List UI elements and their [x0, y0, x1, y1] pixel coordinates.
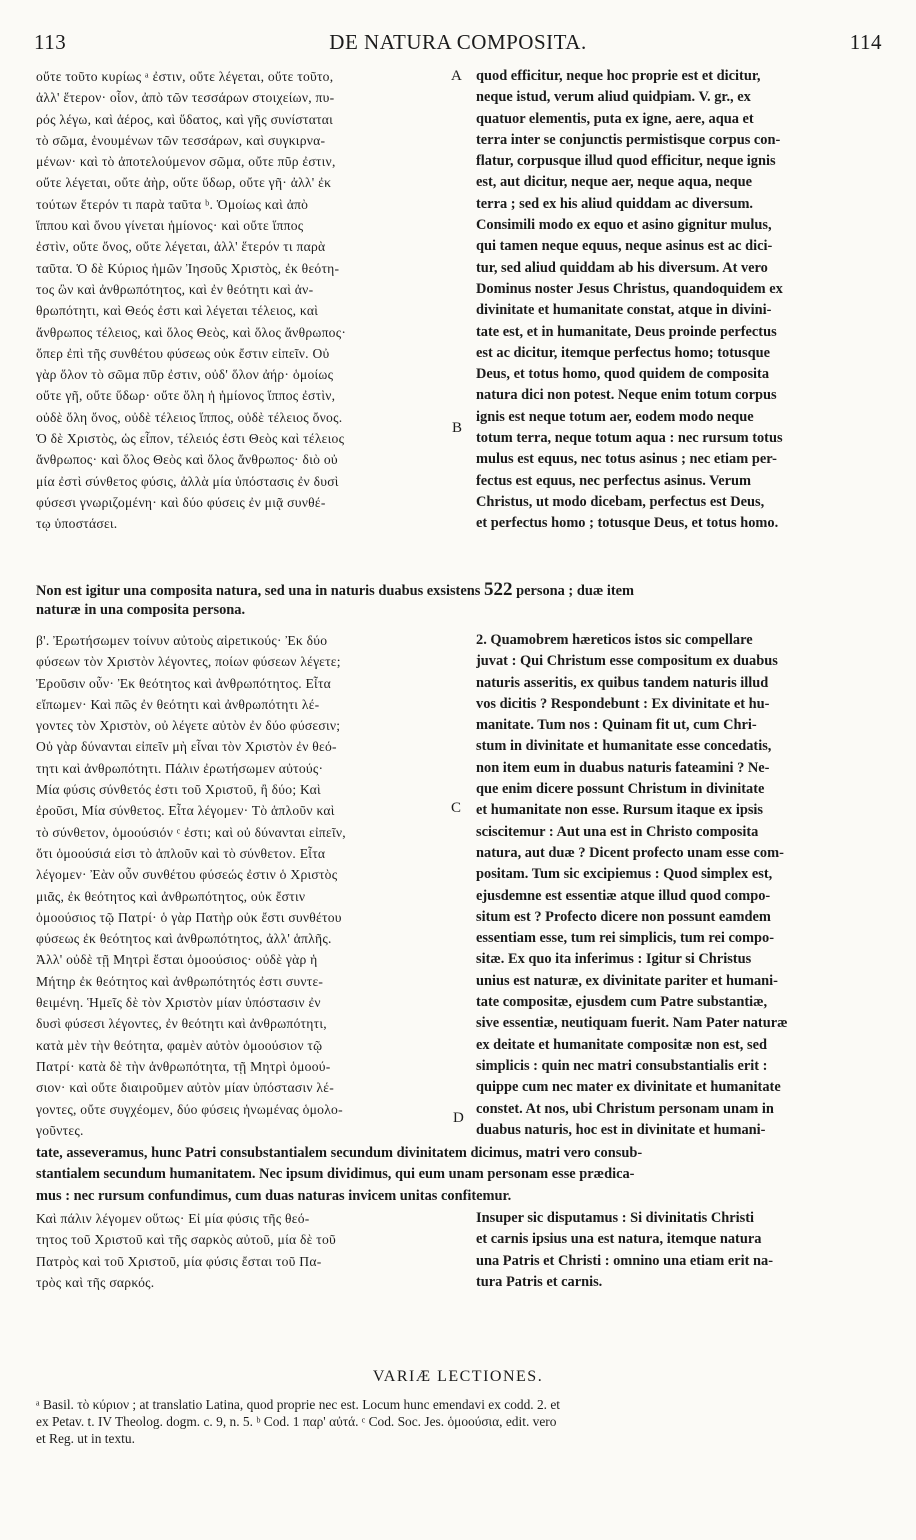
- text-line: Ἐροῦσιν οὖν· Ἐκ θεότητος καὶ ἀνθρωπότητος. Εἶτα: [36, 675, 332, 691]
- text-line: κατὰ μὲν τὴν θεότητα, φαμὲν αὐτὸν ὁμοούσιον τῷ: [36, 1037, 323, 1053]
- text-line: Μήτηρ ἐκ θεότητος καὶ ἀνθρωπότητός ἐστι συντε-: [36, 973, 324, 989]
- text-line: οὔτε τοῦτο κυρίως ᵃ ἐστιν, οὔτε λέγεται, οὔτε τοῦτο,: [36, 69, 334, 84]
- greek-column-section-2: [36, 630, 466, 1141]
- text-line: γοντες, οὔτε συγχέομεν, δύο φύσεις ἡνωμένας ὁμολο-: [36, 1101, 343, 1117]
- column-number: 522: [483, 579, 513, 600]
- text-line: [36, 579, 882, 600]
- text-line: non item eum in duabus naturis fateamini ? Ne-: [476, 759, 770, 776]
- page-number-left: 113: [34, 30, 67, 54]
- text-line: τὸ σύνθετον, ὁμοούσιόν ᶜ ἐστι; καὶ οὐ δύνανται εἰπεῖν,: [36, 824, 346, 840]
- text-line: Ὁ δὲ Χριστὸς, ὡς εἶπον, τέλειός ἐστι Θεὸς καὶ τέλειος: [36, 431, 345, 447]
- text-line: γοῦντες.: [36, 1122, 84, 1138]
- margin-marker-b: B: [452, 420, 463, 436]
- greek-column-section-1: [36, 66, 466, 535]
- text-line: Consimili modo ex equo et asino gignitur mulus,: [476, 217, 772, 234]
- text-line: situm est ? Profecto dicere non possunt eamdem: [476, 908, 771, 925]
- text-line: ἄνθρωπος· καὶ ὅλος Θεὸς καὶ ὅλος ἄνθρωπος· διὸ οὐ: [36, 452, 338, 468]
- text-line: Καὶ πάλιν λέγομεν οὕτως· Εἰ μία φύσις τῆς θεό-: [36, 1211, 310, 1226]
- text-line: οὔτε λέγεται, οὔτε ἀὴρ, οὔτε ὕδωρ, οὔτε γῆ· ἀλλ' ἐκ: [36, 175, 332, 191]
- text-line: τῳ ὑποστάσει.: [36, 516, 118, 532]
- text-line: neque istud, verum aliud quidpiam. V. gr., ex: [476, 89, 751, 106]
- margin-marker-c: C: [451, 800, 462, 816]
- text-line: Μία φύσις σύνθετός ἐστι τοῦ Χριστοῦ, ἢ δύο; Καὶ: [36, 782, 321, 798]
- text-line: ἀλλ' ἕτερον· οἷον, ἀπὸ τῶν τεσσάρων στοιχείων, πυ-: [36, 90, 335, 106]
- text-line: ἄνθρωπος τέλειος, καὶ ὅλος Θεὸς, καὶ ὅλος ἄνθρωπος·: [36, 324, 347, 340]
- text-line: Πατρὸς καὶ τοῦ Χριστοῦ, μία φύσις ἔσται τοῦ Πα-: [36, 1253, 322, 1269]
- text-line: sive essentiæ, neutiquam fuerit. Nam Pater naturæ: [476, 1015, 788, 1032]
- text-line: tate, asseveramus, hunc Patri consubstantialem secundum divinitatem dicimus, matri vero consub-: [36, 1145, 643, 1161]
- text-line: juvat : Qui Christum esse compositum ex duabus: [476, 653, 778, 670]
- text-line: 2. Quamobrem hæreticos istos sic compellare: [476, 632, 753, 648]
- text-line: unius est naturæ, ex divinitate pariter et humani-: [476, 972, 778, 989]
- text-line: quod efficitur, neque hoc proprie est et dicitur,: [476, 68, 761, 84]
- text-line: mulus est equus, nec totus asinus ; nec etiam per-: [476, 451, 777, 468]
- greek-column-section-3: [36, 1208, 466, 1293]
- text-line: ignis est neque totum aer, eodem modo neque: [476, 408, 754, 425]
- text-line: Deus, et totus homo, quod quidem de composita: [476, 366, 770, 383]
- text-line: λέγομεν· Ἐὰν οὖν συνθέτου φύσεώς ἐστιν ὁ Χριστὸς: [36, 867, 338, 883]
- text-line: divinitate et humanitate constat, atque in divini-: [476, 302, 772, 319]
- text-line: γοντες τὸν Χριστὸν, οὐ λέγετε αὐτὸν ἐν δύο φύσεσιν;: [36, 718, 341, 734]
- text-line: ρός λέγω, καὶ ἀέρος, καὶ ὕδατος, καὶ γῆς συνίσταται: [36, 111, 334, 127]
- latin-column-section-3: [476, 1208, 880, 1293]
- text-line: natura, aut duæ ? Dicent profecto unam esse com-: [476, 844, 784, 861]
- text-line: fectus est equus, nec perfectus asinus. Verum: [476, 472, 752, 489]
- text-line: τος ὢν καὶ ἀνθρωπότητος, καὶ ἐν θεότητι καὶ ἀν-: [36, 281, 314, 297]
- text-line: et perfectus homo ; totusque Deus, et totus homo.: [476, 515, 779, 532]
- text-line: ejusdemne est essentiæ atque illud quod compo-: [476, 887, 771, 904]
- text-line: sciscitemur : Aut una est in Christo composita: [476, 823, 759, 840]
- text-line: Οὐ γὰρ δύνανται εἰπεῖν μὴ εἶναι τὸν Χριστὸν ἐν θεό-: [36, 739, 337, 755]
- text-line: δυσὶ φύσεσι λέγοντες, ἐν θεότητι καὶ ἀνθρωπότητι,: [36, 1016, 327, 1032]
- text-line: γὰρ ὅλον τὸ σῶμα πῦρ ἐστιν, οὐδ' ὅλον ἀήρ· ὁμοίως: [36, 367, 334, 383]
- text-line: vos dicitis ? Respondebunt : Ex divinitate et hu-: [476, 695, 770, 712]
- text-line: ἐροῦσι, Μία σύνθετος. Εἶτα λέγομεν· Τὸ ἁπλοῦν καὶ: [36, 803, 335, 819]
- latin-column-section-1: [476, 66, 880, 535]
- text-line: μία ἐστὶ σύνθετος φύσις, ἀλλὰ μία ὑπόστασις ἐν δυσὶ: [36, 473, 339, 489]
- text-line: μένων· καὶ τὸ ἀποτελούμενον σῶμα, οὔτε πῦρ ἐστιν,: [36, 154, 336, 170]
- margin-marker-a: A: [451, 68, 462, 84]
- text-line: οὔτε γῆ, οὔτε ὕδωρ· οὔτε ὅλη ἡ ἡμίονος ἵππος ἐστὶν,: [36, 388, 336, 404]
- text-line: tate est, et in humanitate, Deus proinde perfectus: [476, 323, 777, 340]
- text-line: οὐδὲ ὅλη ὄνος, οὐδὲ τέλειος ἵππος, οὐδὲ τέλειος ὄνος.: [36, 409, 343, 425]
- text-line: natura dici non potest. Neque enim totum corpus: [476, 387, 777, 404]
- text-line: φύσεσι γνωριζομένη· καὶ δύο φύσεις ἐν μιᾷ συνθέ-: [36, 494, 326, 510]
- text-line: est, aut dicitur, neque aer, neque aqua, neque: [476, 174, 752, 191]
- text-line: una Patris et Christi : omnino una etiam erit na-: [476, 1252, 773, 1269]
- text-line: ταῦτα. Ὁ δὲ Κύριος ἡμῶν Ἰησοῦς Χριστὸς, ἐκ θεότη-: [36, 260, 340, 276]
- text-line: φύσεων τὸν Χριστὸν λέγοντες, ποίων φύσεων λέγετε;: [36, 654, 341, 670]
- text-line: tur, sed aliud quiddam ab his diversum. At vero: [476, 259, 768, 276]
- text-line: terra inter se conjunctis permistisque corpus con-: [476, 131, 781, 148]
- text-line: Ἀλλ' οὐδὲ τῇ Μητρὶ ἔσται ὁμοούσιος· οὐδὲ γὰρ ἡ: [36, 952, 318, 968]
- text-line: totum terra, neque totum aqua : nec rursum totus: [476, 430, 783, 447]
- text-line: stantialem secundum humanitatem. Nec ipsum dividimus, qui eum unam personam esse prædica-: [36, 1166, 635, 1183]
- text-line: positam. Tum sic excipiemus : Quod simplex est,: [476, 866, 773, 883]
- text-line: tate compositæ, ejusdem cum Patre substantiæ,: [476, 994, 768, 1011]
- text-line: sitæ. Ex quo ita inferimus : Igitur si Christus: [476, 951, 752, 968]
- running-title: DE NATURA COMPOSITA.: [329, 30, 587, 54]
- text-line: φύσεως ἐκ θεότητος καὶ ἀνθρωπότητος, ἀλλ' ἁπλῆς.: [36, 931, 332, 947]
- text-line: τούτων ἕτερόν τι παρὰ ταῦτα ᵇ. Ὁμοίως καὶ ἀπὸ: [36, 196, 309, 212]
- text-line: terra ; sed ex his aliud quiddam ac diversum.: [476, 195, 754, 212]
- text-line: simplicis : quin nec matri consubstantialis erit :: [476, 1057, 768, 1074]
- text-line: ὁμοούσιος τῷ Πατρί· ὁ γὰρ Πατὴρ οὐκ ἔστι συνθέτου: [36, 909, 342, 925]
- text-line: et humanitate non esse. Rursum itaque ex ipsis: [476, 802, 764, 819]
- text-line: naturis asseritis, ex quibus tandem naturis illud: [476, 674, 769, 691]
- text-line: et carnis ipsius una est natura, itemque natura: [476, 1231, 762, 1248]
- text-line: essentiam esse, tum rei simplicis, tum rei compo-: [476, 930, 775, 947]
- text-line: quatuor elementis, puta ex igne, aere, aqua et: [476, 110, 754, 127]
- text-line: εἴπωμεν· Καὶ πῶς ἐν θεότητι καὶ ἀνθρωπότητι λέ-: [36, 696, 320, 712]
- variant-readings-notes: [36, 1396, 882, 1447]
- text-line: ex deitate et humanitate compositæ non est, sed: [476, 1036, 767, 1053]
- page-number-right: 114: [849, 30, 882, 54]
- text-line: quippe cum nec mater ex divinitate et humanitate: [476, 1079, 781, 1096]
- text-line: qui tamen neque equus, neque asinus est ac dici-: [476, 238, 773, 255]
- text-line: θειμένη. Ἡμεῖς δὲ τὸν Χριστὸν μίαν ὑπόστασιν ἐν: [36, 995, 321, 1011]
- text-line: ex Petav. t. IV Theolog. dogm. c. 9, n. 5. ᵇ Cod. 1 παρ' αὐτά. ᶜ Cod. Soc. Jes. ὁμοούσια, edit. vero: [36, 1414, 557, 1429]
- text-line: μιᾶς, ἐκ θεότητος καὶ ἀνθρωπότητος, οὐκ ἔστιν: [36, 888, 306, 904]
- page-header: [34, 30, 882, 56]
- text-line: ἐστὶν, οὔτε ὄνος, οὔτε λέγεται, ἀλλ' ἕτερόν τι παρὰ: [36, 239, 326, 255]
- text-line: ὅτι ὁμοούσιά εἰσι τὸ ἁπλοῦν καὶ τὸ σύνθετον. Εἶτα: [36, 845, 326, 861]
- text-line: ἵππου καὶ ὄνου γίνεται ἡμίονος· καὶ οὔτε ἵππος: [36, 218, 304, 234]
- text-line: ᵃ Basil. τὸ κύριον ; at translatio Latina, quod proprie nec est. Locum hunc emendavi ex codd. 2. et: [36, 1397, 561, 1412]
- text-line: τὸ σῶμα, ἑνουμένων τῶν τεσσάρων, καὶ συγκιρνα-: [36, 132, 326, 148]
- text-line: est ac dicitur, itemque perfectus homo; totusque: [476, 344, 771, 361]
- text-line: constet. At nos, ubi Christum personam unam in: [476, 1100, 774, 1117]
- text-line: σιον· καὶ οὔτε διαιροῦμεν αὐτὸν μίαν ὑπόστασιν λέ-: [36, 1080, 334, 1096]
- text-line: manitate. Tum nos : Quinam fit ut, cum Chri-: [476, 717, 757, 734]
- variae-lectiones-title: VARIÆ LECTIONES.: [372, 1368, 544, 1385]
- text-line: naturæ in una composita persona.: [36, 602, 246, 619]
- margin-marker-d: D: [453, 1110, 464, 1126]
- text-line: stum in divinitate et humanitate esse concedatis,: [476, 738, 772, 755]
- text-line: τρὸς καὶ τῆς σαρκός.: [36, 1274, 155, 1290]
- latin-column-section-2: [476, 630, 880, 1141]
- text-line: θρωπότητι, καὶ Θεός ἐστι καὶ λέγεται τέλειος, καὶ: [36, 303, 319, 319]
- text-line: flatur, corpusque illud quod efficitur, neque ignis: [476, 153, 776, 170]
- text-line: ὅπερ ἐπὶ τῆς συνθέτου φύσεως οὐκ ἔστιν εἰπεῖν. Οὐ: [36, 345, 330, 361]
- text-line: Πατρί· κατὰ δὲ τὴν ἀνθρωπότητα, τῇ Μητρὶ ὁμοού-: [36, 1058, 331, 1074]
- text-line: τητος τοῦ Χριστοῦ καὶ τῆς σαρκὸς αὐτοῦ, μία δὲ τοῦ: [36, 1232, 337, 1248]
- text-line: Insuper sic disputamus : Si divinitatis Christi: [476, 1210, 755, 1226]
- text-line: Christus, ut modo dicebam, perfectus est Deus,: [476, 493, 765, 510]
- text-before-column-number: Non est igitur una composita natura, sed una in naturis duabus exsistens: [36, 583, 481, 599]
- full-width-latin-2: [36, 1143, 882, 1207]
- text-line: tura Patris et carnis.: [476, 1273, 603, 1290]
- text-line: mus : nec rursum confundimus, cum duas naturas invicem unitas confitemur.: [36, 1187, 512, 1204]
- text-after-column-number: persona ; duæ item: [516, 583, 634, 599]
- text-line: β'. Ἐρωτήσωμεν τοίνυν αὐτοὺς αἱρετικούς· Ἐκ δύο: [36, 633, 328, 648]
- text-line: que enim dicere possunt Christum in divinitate: [476, 781, 765, 798]
- text-line: et Reg. ut in textu.: [36, 1431, 135, 1446]
- text-line: τητι καὶ ἀνθρωπότητι. Πάλιν ἐρωτήσωμεν αὐτούς·: [36, 760, 324, 776]
- full-width-latin-1: [36, 579, 882, 622]
- text-line: duabus naturis, hoc est in divinitate et humani-: [476, 1121, 766, 1138]
- text-line: Dominus noster Jesus Christus, quandoquidem ex: [476, 280, 783, 297]
